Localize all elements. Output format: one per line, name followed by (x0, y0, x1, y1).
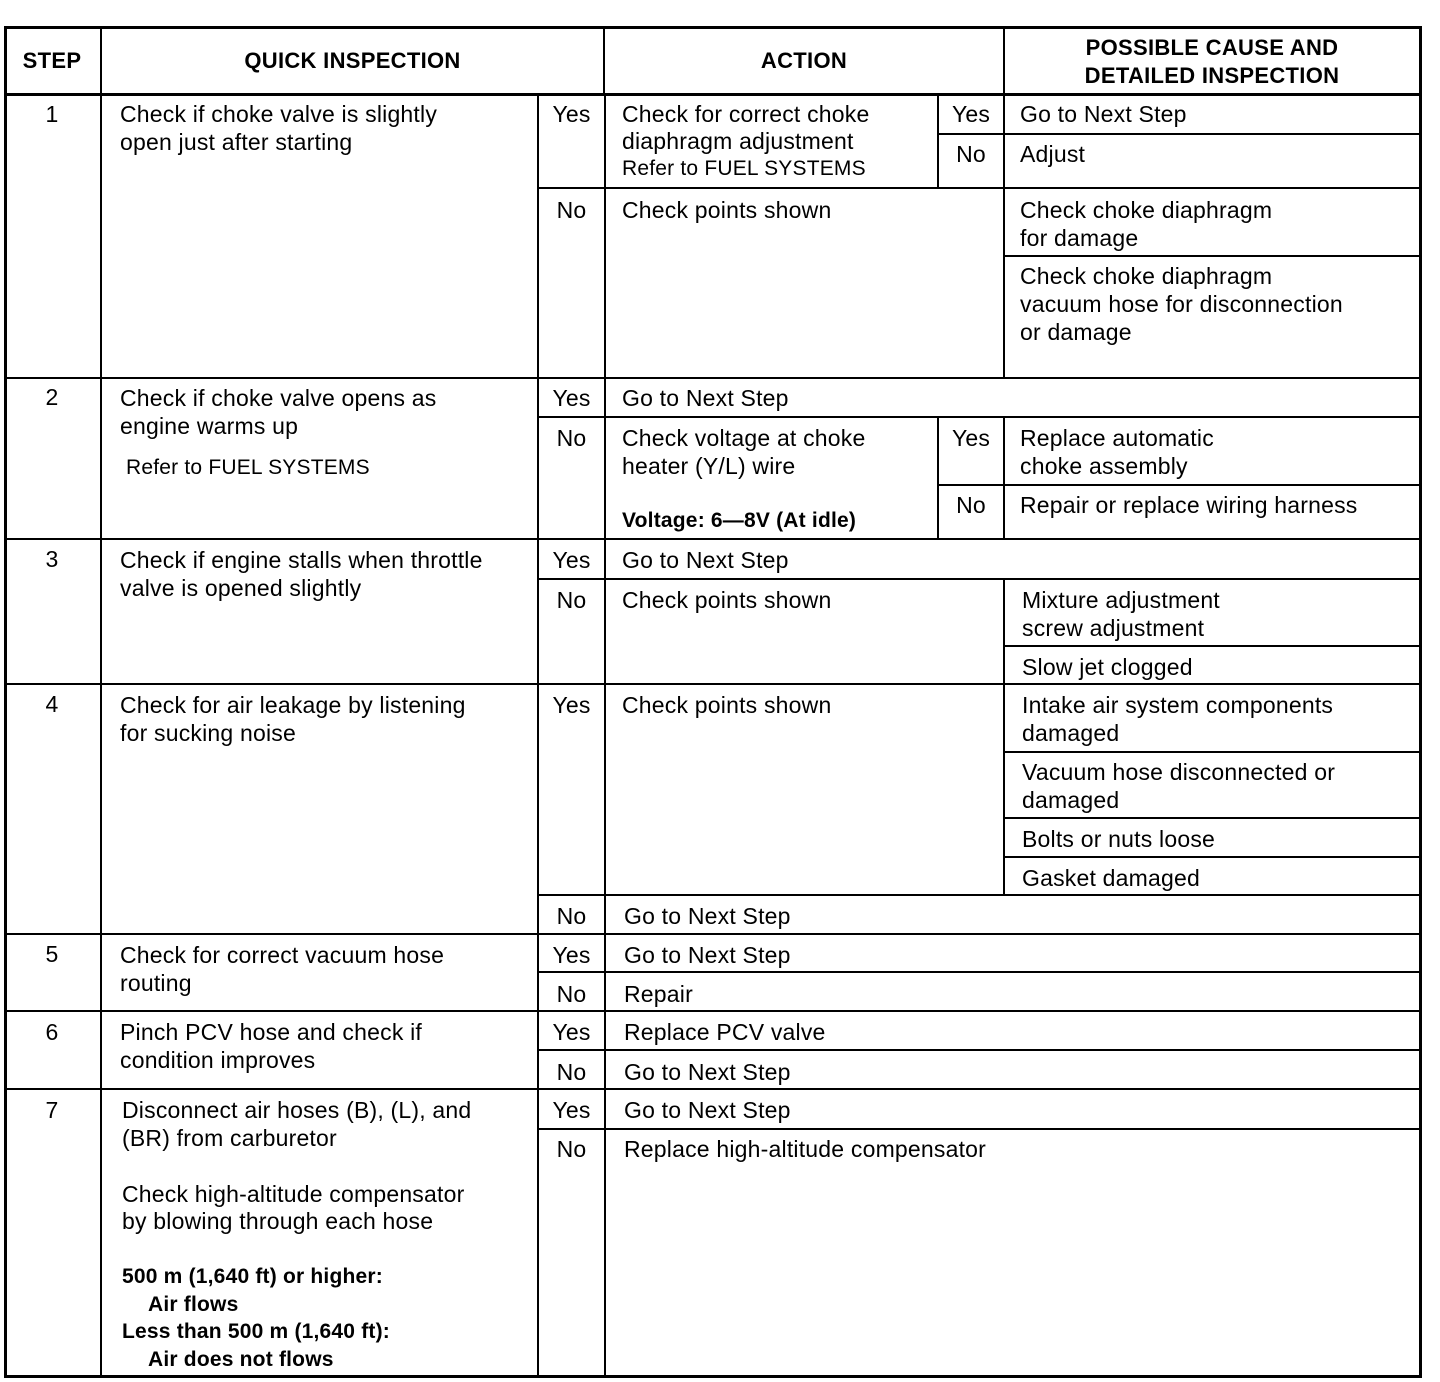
cause-text: Check choke diaphragm (1020, 197, 1273, 223)
action-text: Check points shown (622, 587, 832, 613)
inspection-text: for sucking noise (120, 720, 296, 746)
inspection-text: Disconnect air hoses (B), (L), and (122, 1097, 472, 1123)
altitude-spec: Air does not flows (148, 1348, 334, 1371)
cause-text: or damage (1020, 319, 1132, 345)
cause-text: vacuum hose for disconnection (1020, 291, 1343, 317)
header-action: ACTION (760, 48, 848, 73)
yes-label: Yes (552, 101, 591, 127)
yes-label: Yes (552, 547, 591, 573)
yes-label: Yes (552, 942, 591, 968)
no-label: No (956, 141, 986, 167)
cause-text: Vacuum hose disconnected or (1022, 759, 1336, 785)
cause-text: Replace automatic (1020, 425, 1214, 451)
yes-label: Yes (552, 692, 591, 718)
action-text: Go to Next Step (624, 903, 791, 929)
header-cause-line2: DETAILED INSPECTION (1084, 63, 1340, 88)
inspection-text: condition improves (120, 1047, 316, 1073)
inspection-text: Check for correct vacuum hose (120, 942, 445, 968)
altitude-spec: Air flows (148, 1293, 239, 1316)
step-number: 7 (45, 1097, 59, 1123)
no-label: No (556, 197, 587, 223)
cause-text: Mixture adjustment (1022, 587, 1220, 613)
altitude-spec: Less than 500 m (1,640 ft): (122, 1320, 390, 1343)
yes-label: Yes (552, 1019, 591, 1045)
no-label: No (556, 1059, 587, 1085)
cause-text: screw adjustment (1022, 615, 1205, 641)
reference-text: Refer to FUEL SYSTEMS (622, 157, 866, 180)
cause-text: Adjust (1020, 141, 1086, 167)
action-text: Replace PCV valve (624, 1019, 826, 1045)
cause-text: Check choke diaphragm (1020, 263, 1273, 289)
inspection-text: Check high-altitude compensator (122, 1181, 465, 1207)
action-text: heater (Y/L) wire (622, 453, 796, 479)
action-text: Go to Next Step (624, 1097, 791, 1123)
inspection-text: routing (120, 970, 192, 996)
action-text: Go to Next Step (622, 547, 789, 573)
yes-label: Yes (951, 101, 991, 127)
voltage-spec: Voltage: 6—8V (At idle) (622, 509, 857, 532)
cause-text: damaged (1022, 720, 1120, 746)
cause-text: damaged (1022, 787, 1120, 813)
cause-text: Slow jet clogged (1022, 654, 1193, 680)
action-text: diaphragm adjustment (622, 128, 854, 154)
altitude-spec: 500 m (1,640 ft) or higher: (122, 1265, 383, 1288)
inspection-text: Pinch PCV hose and check if (120, 1019, 423, 1045)
inspection-text: valve is opened slightly (120, 575, 362, 601)
cause-text: choke assembly (1020, 453, 1188, 479)
no-label: No (556, 1136, 587, 1162)
cause-text: for damage (1020, 225, 1139, 251)
no-label: No (556, 903, 587, 929)
cause-text: Intake air system components (1022, 692, 1334, 718)
inspection-text: by blowing through each hose (122, 1208, 434, 1234)
action-text: Go to Next Step (624, 942, 791, 968)
inspection-text: Check for air leakage by listening (120, 692, 466, 718)
step-number: 2 (45, 384, 59, 410)
header-step: STEP (22, 48, 82, 73)
reference-text: Refer to FUEL SYSTEMS (126, 456, 370, 479)
step-number: 5 (45, 941, 59, 967)
action-text: Repair (624, 981, 693, 1007)
action-text: Replace high-altitude compensator (624, 1136, 987, 1162)
step-number: 1 (45, 101, 59, 127)
inspection-text: open just after starting (120, 129, 353, 155)
no-label: No (556, 425, 587, 451)
no-label: No (956, 492, 986, 518)
step-number: 4 (45, 691, 59, 717)
action-text: Go to Next Step (624, 1059, 791, 1085)
inspection-text: (BR) from carburetor (122, 1125, 337, 1151)
cause-text: Repair or replace wiring harness (1020, 492, 1358, 518)
action-text: Check for correct choke (622, 101, 870, 127)
yes-label: Yes (552, 1097, 591, 1123)
inspection-text: Check if choke valve opens as (120, 385, 437, 411)
action-text: Go to Next Step (622, 385, 789, 411)
header-cause-line1: POSSIBLE CAUSE AND (1085, 35, 1339, 60)
inspection-text: engine warms up (120, 413, 299, 439)
action-text: Check points shown (622, 197, 832, 223)
cause-text: Go to Next Step (1020, 101, 1187, 127)
header-quick-inspection: QUICK INSPECTION (244, 48, 461, 73)
yes-label: Yes (552, 385, 591, 411)
no-label: No (556, 587, 587, 613)
yes-label: Yes (951, 425, 991, 451)
no-label: No (556, 981, 587, 1007)
action-text: Check voltage at choke (622, 425, 866, 451)
step-number: 6 (45, 1019, 59, 1045)
action-text: Check points shown (622, 692, 832, 718)
inspection-text: Check if engine stalls when throttle (120, 547, 483, 573)
inspection-text: Check if choke valve is slightly (120, 101, 438, 127)
step-number: 3 (45, 546, 59, 572)
cause-text: Gasket damaged (1022, 865, 1200, 891)
cause-text: Bolts or nuts loose (1022, 826, 1216, 852)
